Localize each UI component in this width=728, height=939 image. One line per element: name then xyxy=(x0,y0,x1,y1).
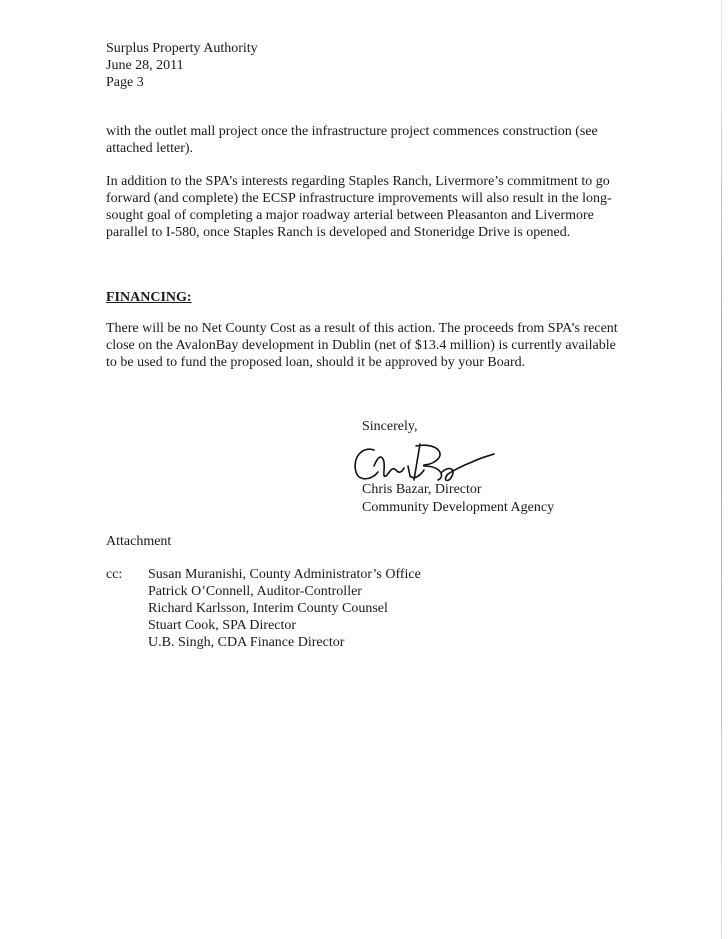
header-date: June 28, 2011 xyxy=(106,58,184,73)
cc-recipient-list xyxy=(148,566,548,651)
paragraph-staples-ranch: In addition to the SPA’s interests regarding Staples Ranch, Livermore’s commitment to go forward (and complete) the ECSP infrastructure improvements will also result in the long-sought goal of completing a major roadway arterial between Pleasanton and Livermore parallel to I-580, once Staples Ranch is developed and Stoneridge Drive is opened. xyxy=(106,174,612,240)
header-page: Page 3 xyxy=(106,75,144,90)
cc-recipient: Richard Karlsson, Interim County Counsel xyxy=(148,601,388,616)
letter-header xyxy=(106,40,626,91)
signatory-name: Chris Bazar, Director xyxy=(362,482,482,497)
paragraph-outlet-mall: with the outlet mall project once the infrastructure project commences construction (see attached letter). xyxy=(106,124,598,156)
cc-recipient: U.B. Singh, CDA Finance Director xyxy=(148,635,345,650)
financing-paragraph: There will be no Net County Cost as a result of this action. The proceeds from SPA’s recent close on the AvalonBay development in Dublin (net of $13.4 million) is currently available to be used to fund the proposed loan, should it be approved by your Board. xyxy=(106,321,618,370)
header-org: Surplus Property Authority xyxy=(106,41,258,56)
closing-salutation: Sincerely, xyxy=(362,419,418,434)
financing-heading: FINANCING: xyxy=(106,290,192,305)
scan-edge-line xyxy=(721,0,722,939)
cc-recipient: Susan Muranishi, County Administrator’s Office xyxy=(148,567,421,582)
cc-label: cc: xyxy=(106,567,123,582)
cc-recipient: Patrick O’Connell, Auditor-Controller xyxy=(148,584,362,599)
signatory-title: Community Development Agency xyxy=(362,500,555,515)
attachment-label: Attachment xyxy=(106,534,172,549)
cc-recipient: Stuart Cook, SPA Director xyxy=(148,618,297,633)
